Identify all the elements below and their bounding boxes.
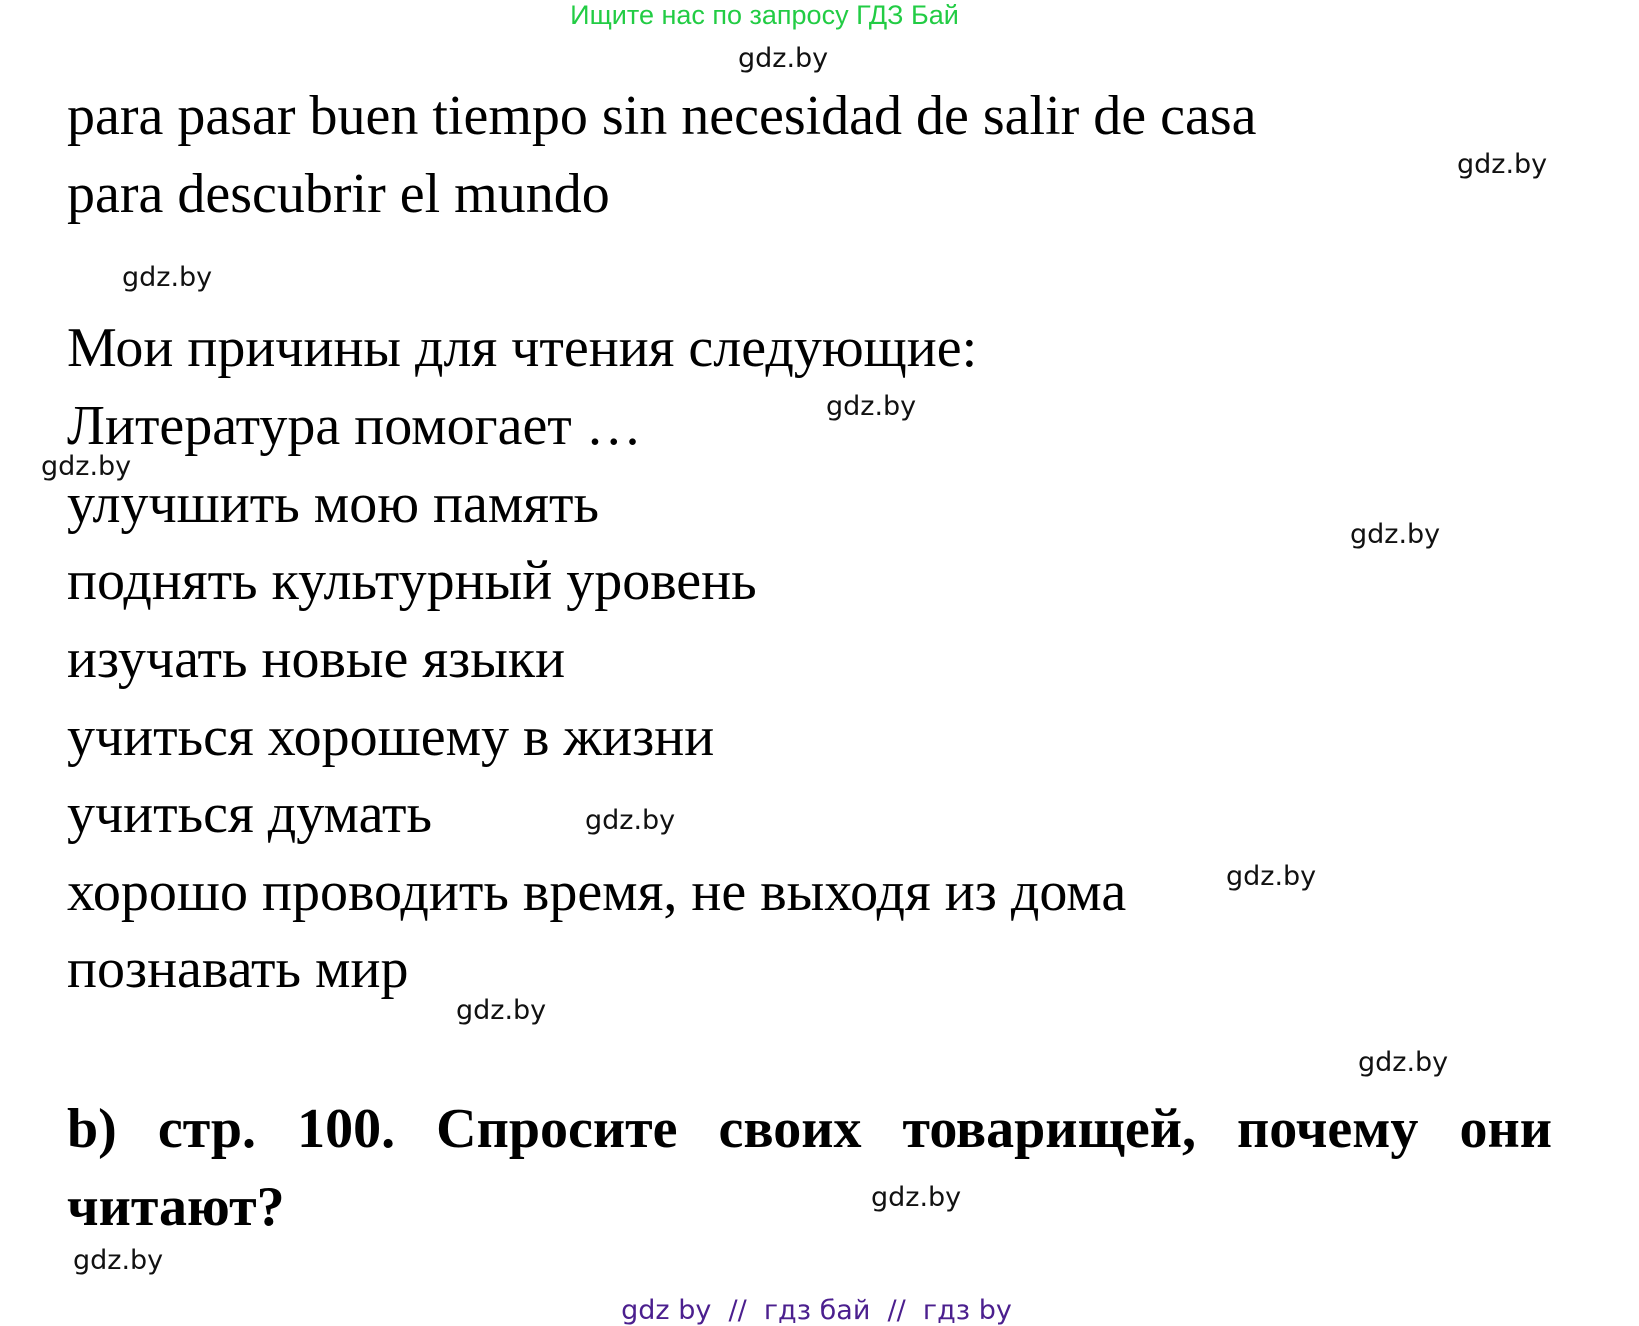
russian-item: хорошо проводить время, не выходя из дома [67, 861, 1127, 923]
footer-link-gdz-by-cyr[interactable]: гдз by [922, 1295, 1012, 1326]
footer-separator: // [711, 1295, 764, 1326]
watermark: gdz.by [1350, 519, 1441, 550]
russian-heading: Мои причины для чтения следующие: [67, 317, 978, 379]
russian-item: учиться думать [67, 783, 432, 845]
watermark: gdz.by [122, 262, 213, 293]
footer-link-gdz-by[interactable]: gdz by [621, 1295, 712, 1326]
russian-item: учиться хорошему в жизни [67, 706, 715, 768]
watermark: gdz.by [738, 43, 829, 74]
watermark: gdz.by [41, 451, 132, 482]
russian-item: изучать новые языки [67, 628, 566, 690]
russian-item: познавать мир [67, 938, 409, 1000]
russian-item: поднять культурный уровень [67, 550, 757, 612]
watermark: gdz.by [871, 1182, 962, 1213]
watermark: gdz.by [1358, 1047, 1449, 1078]
spanish-line: para pasar buen tiempo sin necesidad de salir de casa [67, 85, 1257, 147]
spanish-line: para descubrir el mundo [67, 163, 610, 225]
watermark: gdz.by [1226, 861, 1317, 892]
watermark: gdz.by [456, 995, 547, 1026]
footer-links [0, 1296, 1636, 1326]
watermark: gdz.by [826, 391, 917, 422]
watermark: gdz.by [73, 1245, 164, 1276]
watermark: gdz.by [585, 805, 676, 836]
russian-item: улучшить мою память [67, 473, 600, 535]
footer-separator: // [870, 1295, 923, 1326]
footer-link-gdz-bai[interactable]: гдз бай [763, 1295, 871, 1326]
search-promo-banner: Ищите нас по запросу ГДЗ Бай [570, 0, 959, 30]
watermark: gdz.by [1457, 149, 1548, 180]
russian-intro: Литература помогает … [67, 395, 642, 457]
task-heading: b) стр. 100. Спросите своих товарищей, почему они читают? [67, 1098, 1552, 1238]
